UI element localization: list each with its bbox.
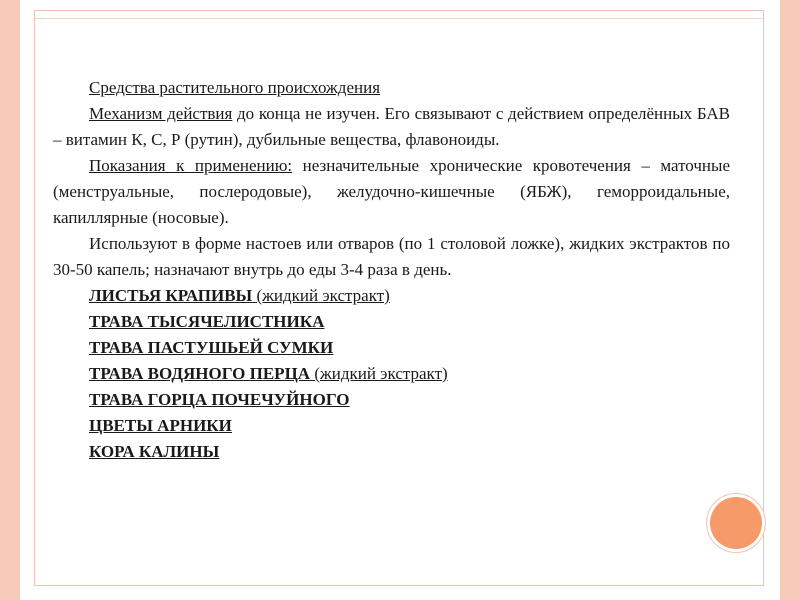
mechanism-paragraph [53,101,730,153]
herb-item [89,413,730,439]
indications-paragraph [53,153,730,231]
slide-content [53,75,730,465]
indications-label: Показания к применению: [89,156,293,175]
mechanism-text: до конца не изучен. Его связывают с действием определённых БАВ – витамин К, С, Р (рутин), дубильные вещества, флавоноиды. [53,104,730,149]
left-decor-band [0,0,20,600]
herb-name: ЦВЕТЫ АРНИКИ [89,416,232,435]
herb-item [89,387,730,413]
herb-item [89,361,730,387]
herb-item [89,309,730,335]
usage-text: Используют в форме настоев или отваров (по 1 столовой ложке), жидких экстрактов по 30-50 капель; назначают внутрь до еды 3-4 раза в день. [53,234,730,279]
herb-item [89,335,730,361]
heading-line [89,75,730,101]
orange-circle-decoration [710,497,762,549]
herb-item [89,439,730,465]
herb-name: КОРА КАЛИНЫ [89,442,220,461]
usage-paragraph [53,231,730,283]
herb-name: ЛИСТЬЯ КРАПИВЫ [89,286,253,305]
herb-note: (жидкий экстракт) [310,364,448,383]
herb-name: ТРАВА ГОРЦА ПОЧЕЧУЙНОГО [89,390,350,409]
herb-note: (жидкий экстракт) [252,286,390,305]
section-heading: Средства растительного происхождения [89,78,381,97]
herb-item [89,283,730,309]
herb-name: ТРАВА ВОДЯНОГО ПЕРЦА [89,364,311,383]
mechanism-label: Механизм действия [89,104,233,123]
herb-name: ТРАВА ТЫСЯЧЕЛИСТНИКА [89,312,325,331]
frame-top-line [34,18,764,19]
right-decor-band [780,0,800,600]
herb-name: ТРАВА ПАСТУШЬЕЙ СУМКИ [89,338,334,357]
indications-text: незначительные хронические кровотечения – маточные (менструальные, послеродовые), желудочно-кишечные (ЯБЖ), геморроидальные, капиллярные (носовые). [53,156,730,227]
herb-list [89,283,730,465]
